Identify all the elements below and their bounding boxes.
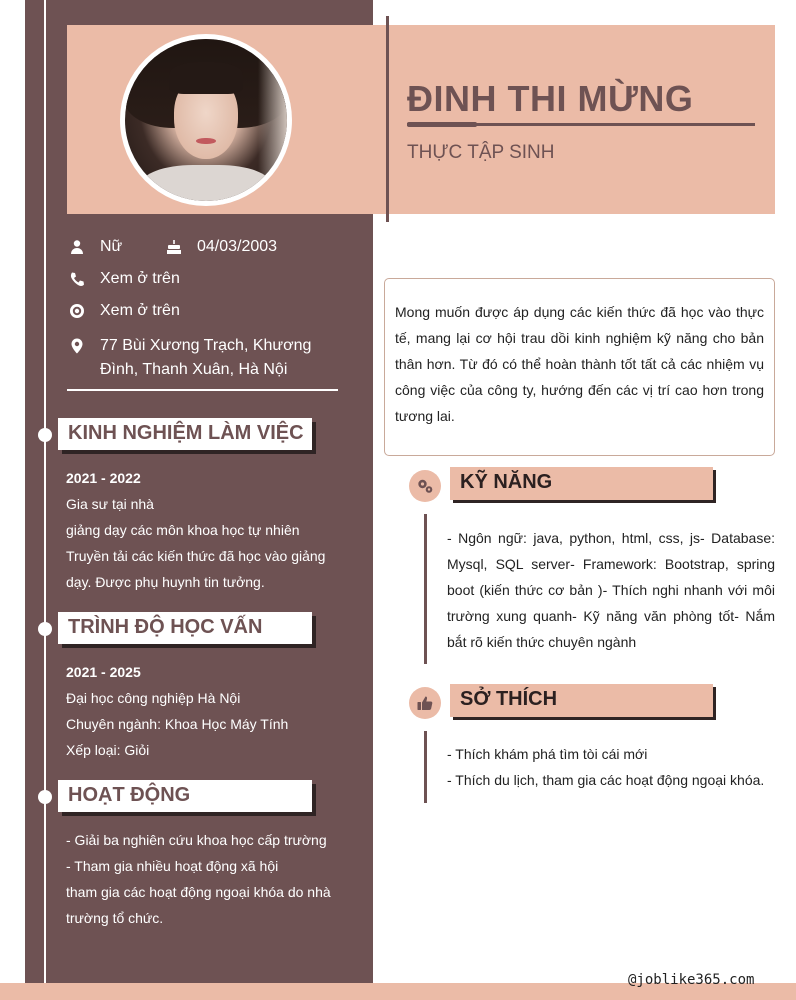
thumbs-up-icon bbox=[409, 687, 441, 719]
timeline-dot bbox=[38, 428, 52, 442]
objective-text: Mong muốn được áp dụng các kiến thức đã học vào thực tế, mang lại cơ hội trau dồi kinh nghiệm kỹ năng cho bản thân hơn. Từ đó có thể hoàn thành tốt tất cả các nhiệm vụ công việc của công ty, hướng đến các vị trí cao hơn trong tương lai. bbox=[395, 304, 764, 424]
skills-line bbox=[424, 514, 427, 664]
job-title: THỰC TẬP SINH bbox=[407, 142, 555, 163]
timeline-line bbox=[44, 0, 46, 1000]
experience-line: giảng dạy các môn khoa học tự nhiên bbox=[66, 522, 300, 538]
email-value: Xem ở trên bbox=[100, 302, 180, 319]
education-dates: 2021 - 2025 bbox=[66, 664, 141, 680]
location-pin-icon bbox=[68, 337, 86, 355]
career-objective bbox=[384, 278, 775, 456]
phone-row bbox=[68, 270, 180, 288]
candidate-name: ĐINH THI MỪNG bbox=[407, 78, 694, 119]
phone-value: Xem ở trên bbox=[100, 270, 180, 287]
address-line-2: Đình, Thanh Xuân, Hà Nội bbox=[100, 361, 288, 378]
email-row bbox=[68, 302, 180, 320]
activities-heading-label: HOẠT ĐỘNG bbox=[68, 784, 191, 806]
birthday-value: 04/03/2003 bbox=[197, 238, 278, 255]
gears-icon bbox=[409, 470, 441, 502]
timeline-dot bbox=[38, 790, 52, 804]
gender-value: Nữ bbox=[100, 238, 123, 255]
birthday-cake-icon bbox=[165, 238, 183, 256]
timeline-dot bbox=[38, 622, 52, 636]
hobbies-heading-label: SỞ THÍCH bbox=[460, 688, 558, 710]
email-at-icon bbox=[68, 302, 86, 320]
sidebar-divider bbox=[67, 389, 338, 391]
education-heading bbox=[58, 612, 312, 644]
activities-line: - Giải ba nghiên cứu khoa học cấp trường bbox=[66, 832, 327, 848]
activities-heading bbox=[58, 780, 312, 812]
experience-heading-label: KINH NGHIỆM LÀM VIỆC bbox=[68, 422, 304, 444]
hobbies-line: - Thích khám phá tìm tòi cái mới bbox=[447, 746, 648, 762]
experience-line: Gia sư tại nhà bbox=[66, 496, 154, 512]
address-value bbox=[100, 334, 311, 382]
hobbies-line: - Thích du lịch, tham gia các hoạt động ngoại khóa. bbox=[447, 772, 765, 788]
avatar-photo bbox=[125, 39, 287, 201]
activities-line: tham gia các hoạt động ngoại khóa do nhà bbox=[66, 884, 331, 900]
skills-content bbox=[447, 525, 775, 655]
watermark: @joblike365.com bbox=[628, 972, 755, 988]
education-line: Đại học công nghiệp Hà Nội bbox=[66, 690, 241, 706]
experience-heading bbox=[58, 418, 312, 450]
address-row bbox=[68, 334, 311, 382]
skills-heading-label: KỸ NĂNG bbox=[460, 471, 553, 493]
education-content bbox=[66, 659, 346, 763]
hobbies-content bbox=[447, 741, 775, 793]
gender-row bbox=[68, 238, 122, 256]
phone-icon bbox=[68, 270, 86, 288]
user-icon bbox=[68, 238, 86, 256]
name-underline-accent bbox=[407, 122, 477, 127]
activities-line: trường tổ chức. bbox=[66, 910, 164, 926]
education-heading-label: TRÌNH ĐỘ HỌC VẤN bbox=[68, 616, 263, 638]
activities-line: - Tham gia nhiều hoạt động xã hội bbox=[66, 858, 279, 874]
hobbies-heading bbox=[450, 684, 713, 717]
experience-dates: 2021 - 2022 bbox=[66, 470, 141, 486]
skills-text: - Ngôn ngữ: java, python, html, css, js- Database: Mysql, SQL server- Framework: Bootstrap, spring boot (kiến thức cơ bản )- Thích nghi nhanh với môi trường xung quanh- Kỹ năng văn phòng tốt- Nắm bắt rõ kiến thức chuyên ngành bbox=[447, 530, 775, 650]
experience-content bbox=[66, 465, 346, 595]
avatar bbox=[120, 34, 292, 206]
experience-line: dạy. Được phụ huynh tin tưởng. bbox=[66, 574, 265, 590]
activities-content bbox=[66, 827, 346, 931]
experience-line: Truyền tải các kiến thức đã học vào giảng bbox=[66, 548, 326, 564]
education-line: Xếp loại: Giỏi bbox=[66, 742, 150, 758]
address-line-1: 77 Bùi Xương Trạch, Khương bbox=[100, 337, 312, 354]
hobbies-line bbox=[424, 731, 427, 803]
birthday-row bbox=[165, 238, 277, 256]
education-line: Chuyên ngành: Khoa Học Máy Tính bbox=[66, 716, 289, 732]
skills-heading bbox=[450, 467, 713, 500]
header-divider bbox=[386, 16, 389, 222]
